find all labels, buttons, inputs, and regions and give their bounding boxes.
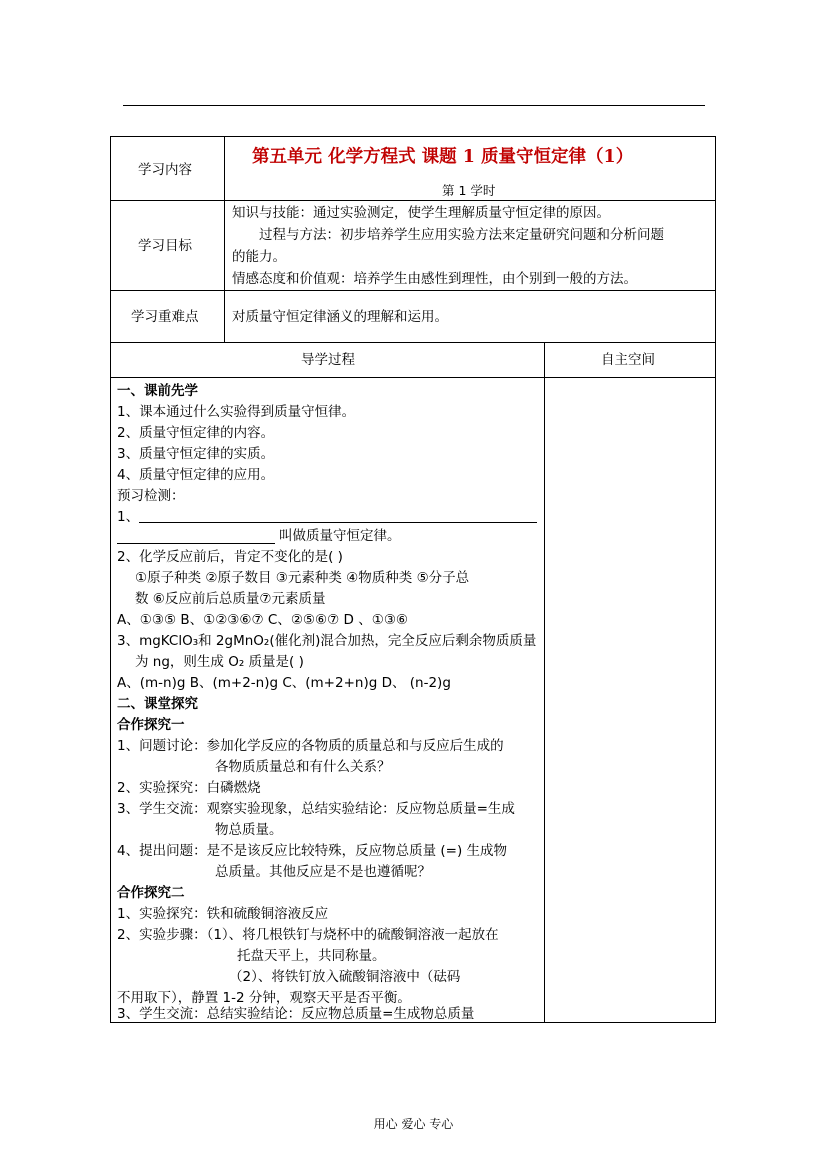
subsection-heading: 合作探究二 xyxy=(117,885,185,901)
section-heading: 二、课堂探究 xyxy=(117,696,198,712)
body-line: 不用取下），静置 1-2 分钟，观察天平是否平衡。 xyxy=(117,990,411,1006)
body-line: 1、问题讨论：参加化学反应的各物质的质量总和与反应后生成的 xyxy=(117,738,504,754)
body-line: 数 ⑥反应前后总质量⑦元素质量 xyxy=(135,591,326,607)
body-line: 1、课本通过什么实验得到质量守恒律。 xyxy=(117,404,356,420)
body-line: 3、学生交流：观察实验现象，总结实验结论：反应物总质量=生成 xyxy=(117,801,515,817)
body-line: 3、质量守恒定律的实质。 xyxy=(117,446,275,462)
body-line: 2、化学反应前后，肯定不变化的是( ) xyxy=(117,549,343,565)
body-line: 3、mgKClO₃和 2gMnO₂(催化剂)混合加热，完全反应后剩余物质质量 xyxy=(117,633,537,649)
answer-blank-line xyxy=(117,543,275,544)
body-line: 预习检测： xyxy=(117,488,185,504)
key-points-text: 对质量守恒定律涵义的理解和运用。 xyxy=(232,309,448,325)
lesson-table xyxy=(110,136,716,1023)
space-column-divider xyxy=(544,342,545,1022)
column-header-space: 自主空间 xyxy=(601,352,655,368)
row-divider xyxy=(111,290,715,291)
body-line: ①原子种类 ②原子数目 ③元素种类 ④物质种类 ⑤分子总 xyxy=(135,570,470,586)
section-heading: 一、课前先学 xyxy=(117,383,198,399)
body-line: 为 ng，则生成 O₂ 质量是( ) xyxy=(135,654,304,670)
body-line: （2）、将铁钉放入硫酸铜溶液中（砝码 xyxy=(229,969,461,985)
body-line: 1、实验探究：铁和硫酸铜溶液反应 xyxy=(117,906,329,922)
body-line: 叫做质量守恒定律。 xyxy=(279,528,401,544)
row-divider xyxy=(111,200,715,201)
body-line: 物总质量。 xyxy=(215,822,283,838)
label-column-divider xyxy=(224,137,225,342)
row-label-goals: 学习目标 xyxy=(138,238,192,254)
body-line: 4、质量守恒定律的应用。 xyxy=(117,467,275,483)
body-line: 各物质质量总和有什么关系？ xyxy=(215,759,391,775)
body-line: 3、学生交流：总结实验结论：反应物总质量=生成物总质量 xyxy=(117,1006,475,1022)
goal-line: 知识与技能：通过实验测定，使学生理解质量守恒定律的原因。 xyxy=(232,205,610,221)
subsection-heading: 合作探究一 xyxy=(117,717,185,733)
body-line: A、(m-n)g B、(m+2-n)g C、(m+2+n)g D、 (n-2)g xyxy=(117,675,451,691)
body-line: 2、质量守恒定律的内容。 xyxy=(117,425,275,441)
body-line: 托盘天平上，共同称量。 xyxy=(237,948,386,964)
body-line: 2、实验步骤：（1）、将几根铁钉与烧杯中的硫酸铜溶液一起放在 xyxy=(117,927,499,943)
body-line: 总质量。其他反应是不是也遵循呢？ xyxy=(215,864,431,880)
row-label-content: 学习内容 xyxy=(138,162,192,178)
body-line: A、①③⑤ B、①②③⑥⑦ C、②⑤⑥⑦ D 、①③⑥ xyxy=(117,612,409,628)
page-footer: 用心 爱心 专心 xyxy=(373,1117,454,1131)
answer-blank-line xyxy=(139,522,537,523)
goal-line: 情感态度和价值观：培养学生由感性到理性，由个别到一般的方法。 xyxy=(232,271,637,287)
row-label-key-points: 学习重难点 xyxy=(131,309,199,325)
period-label: 第 1 学时 xyxy=(442,183,496,198)
body-line: 2、实验探究：白磷燃烧 xyxy=(117,780,261,796)
header-rule xyxy=(123,105,705,106)
page-title: 第五单元 化学方程式 课题 1 质量守恒定律（1） xyxy=(252,147,634,167)
goal-line: 的能力。 xyxy=(232,249,286,265)
row-divider xyxy=(111,377,715,378)
body-line: 4、提出问题：是不是该反应比较特殊，反应物总质量 (=) 生成物 xyxy=(117,843,508,859)
row-divider xyxy=(111,342,715,343)
column-header-process: 导学过程 xyxy=(301,352,355,368)
body-line: 1、 xyxy=(117,509,140,525)
goal-line: 过程与方法：初步培养学生应用实验方法来定量研究问题和分析问题 xyxy=(259,227,664,243)
